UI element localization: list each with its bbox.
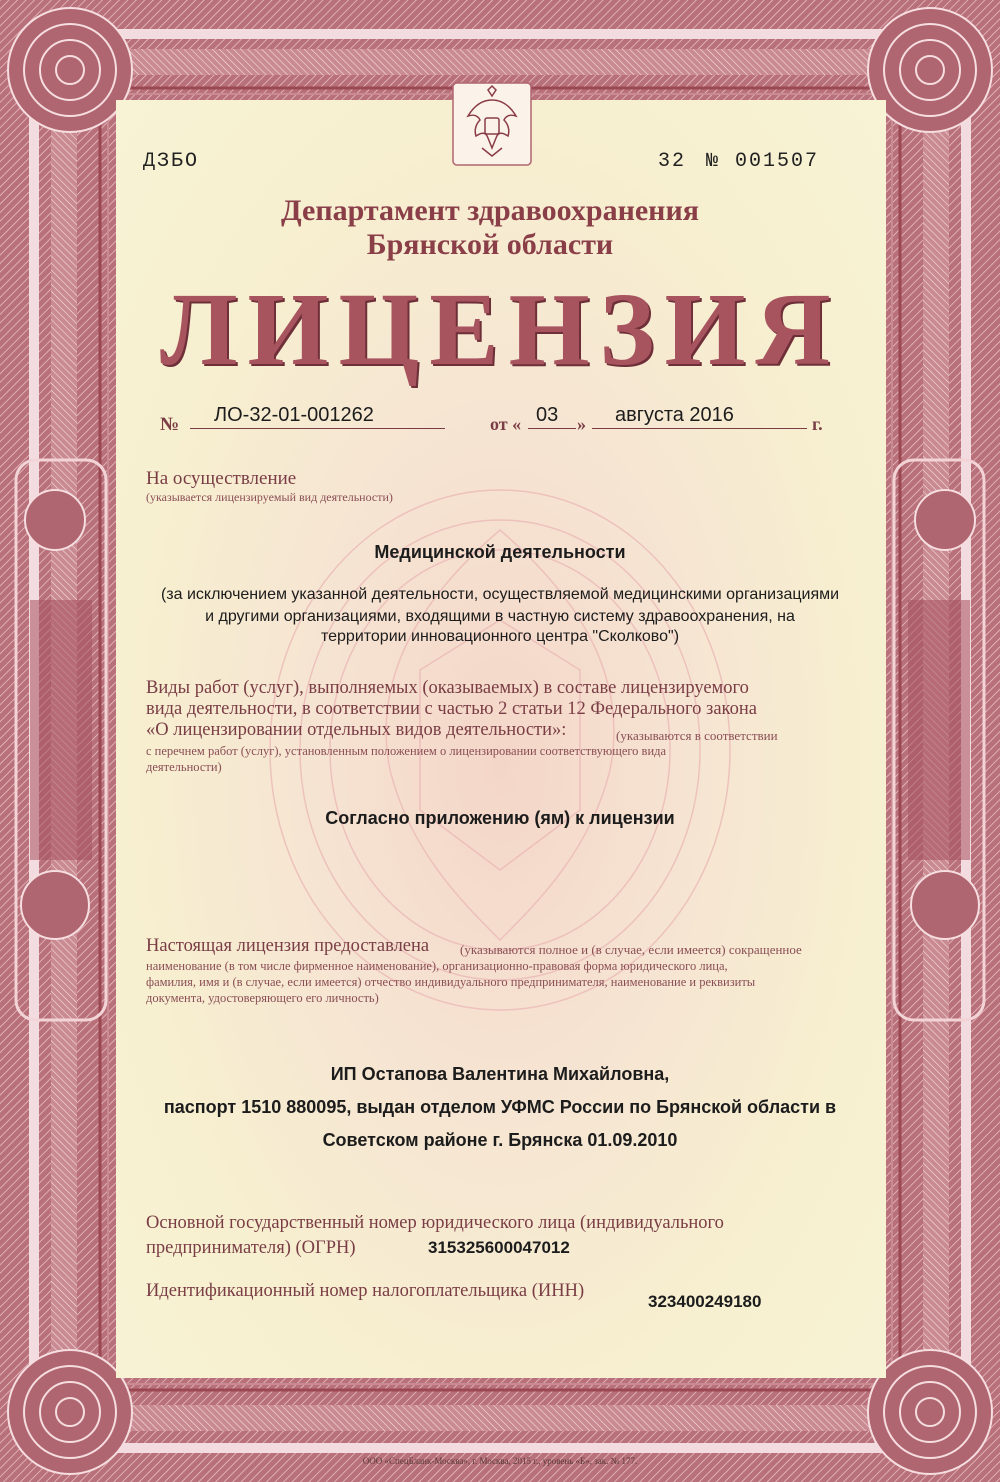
works-line-1: Виды работ (услуг), выполняемых (оказываемых) в составе лицензируемого [146, 678, 749, 698]
licensee-passport-issuer: Советском районе г. Брянска 01.09.2010 [322, 1130, 678, 1150]
license-month-year: августа 2016 [615, 404, 734, 426]
ogrn-label-line-2: предпринимателя) (ОГРН) [146, 1238, 356, 1258]
license-number-label: № [160, 414, 180, 435]
activity-note-line-1: (за исключением указанной деятельности, осуществляемой медицинскими организациями [160, 586, 840, 603]
license-number-underline [190, 428, 445, 429]
works-line-2: вида деятельности, в соответствии с частью 2 статьи 12 Федерального закона [146, 699, 757, 719]
printer-imprint: ООО «СпецБланк-Москва», г. Москва, 2015 г., уровень «Б», зак. № 177. [362, 1456, 638, 1466]
licensee-hint-inline: (указываются полное и (в случае, если имеется) сокращенное [460, 942, 802, 957]
day-underline [528, 428, 576, 429]
region-code: 32 [658, 150, 687, 173]
licensee-name: ИП Остапова Валентина Михайловна, [330, 1064, 670, 1084]
works-hint-line-1: с перечнем работ (услуг), установленным положением о лицензировании соответствующего вида [146, 744, 667, 758]
license-number: ЛО-32-01-001262 [214, 404, 374, 426]
licensee-hint-line-3: документа, удостоверяющего его личность) [146, 991, 379, 1005]
date-from-label: от « [490, 414, 522, 434]
day-close-quote: » [577, 414, 586, 434]
inn-label: Идентификационный номер налогоплательщика (ИНН) [146, 1281, 585, 1301]
series-code: ДЗБО [143, 150, 200, 173]
licensee-hint-line-2: фамилия, имя и (в случае, если имеется) отчество индивидуального предпринимателя, наименование и реквизиты [146, 975, 756, 989]
activity-label: На осуществление [146, 468, 297, 489]
year-suffix: г. [812, 414, 823, 434]
inn-value: 323400249180 [648, 1292, 762, 1311]
activity-hint: (указывается лицензируемый вид деятельности) [146, 490, 393, 504]
activity-name: Медицинской деятельности [374, 542, 626, 562]
license-day: 03 [536, 404, 559, 426]
works-hint-line-2: деятельности) [146, 760, 222, 774]
form-number: 001507 [735, 150, 820, 173]
document-title: ЛИЦЕНЗИЯ [160, 272, 841, 387]
activity-note-line-2: и другими организациями, входящими в частную систему здравоохранения, на [205, 608, 795, 625]
licensee-passport: паспорт 1510 880095, выдан отделом УФМС России по Брянской области в [163, 1097, 837, 1117]
number-sign: № [706, 150, 721, 173]
coat-of-arms-icon [452, 82, 532, 166]
works-line-3: «О лицензировании отдельных видов деятельности»: [146, 720, 567, 740]
issuer-line-1: Департамент здравоохранения [281, 194, 699, 227]
works-value: Согласно приложению (ям) к лицензии [325, 808, 675, 828]
ogrn-value: 315325600047012 [428, 1238, 570, 1257]
issuer-line-2: Брянской области [366, 228, 614, 261]
works-hint-inline: (указываются в соответствии [616, 728, 778, 743]
ogrn-label-line-1: Основной государственный номер юридического лица (индивидуального [146, 1213, 724, 1233]
licensee-label: Настоящая лицензия предоставлена [146, 936, 430, 956]
licensee-hint-line-1: наименование (в том числе фирменное наименование), организационно-правовая форма юридического лица, [146, 959, 728, 973]
activity-note-line-3: территории инновационного центра "Сколково") [320, 628, 680, 645]
month-underline [592, 428, 807, 429]
